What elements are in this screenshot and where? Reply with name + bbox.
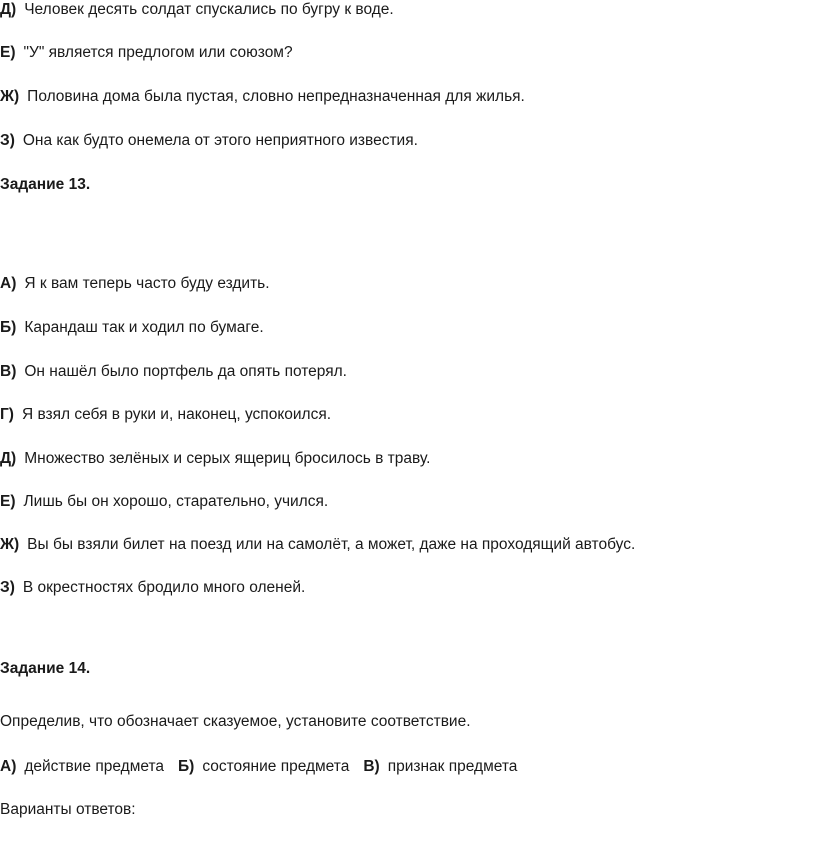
task-13-title: Задание 13. <box>0 176 91 193</box>
task-14-instruction: Определив, что обозначает сказуемое, установите соответствие. <box>0 713 471 730</box>
list-item <box>0 362 347 382</box>
list-item <box>0 131 418 151</box>
item-text: Множество зелёных и серых ящериц бросилось в траву. <box>24 450 431 467</box>
option-text: признак предмета <box>387 758 518 775</box>
list-item <box>0 449 430 469</box>
item-label: Ж) <box>0 88 20 105</box>
item-text: Он нашёл было портфель да опять потерял. <box>24 363 347 380</box>
item-label: Д) <box>0 450 17 467</box>
option-text: действие предмета <box>24 758 164 775</box>
item-text: Я к вам теперь часто буду ездить. <box>24 275 270 292</box>
option-label: Б) <box>178 758 195 775</box>
options-row <box>0 757 517 777</box>
list-item <box>0 274 270 294</box>
list-item <box>0 0 394 20</box>
item-text: Карандаш так и ходил по бумаге. <box>24 319 264 336</box>
list-item <box>0 87 525 107</box>
item-text: Я взял себя в руки и, наконец, успокоился. <box>21 406 332 423</box>
item-label: Е) <box>0 44 16 61</box>
item-label: А) <box>0 275 17 292</box>
item-text: Она как будто онемела от этого неприятного известия. <box>22 132 418 149</box>
list-item <box>0 318 264 338</box>
list-item <box>0 492 328 512</box>
task-14-title: Задание 14. <box>0 660 91 677</box>
option-text: состояние предмета <box>202 758 350 775</box>
item-label: Г) <box>0 406 14 423</box>
item-label: В) <box>0 363 17 380</box>
item-text: "У" является предлогом или союзом? <box>23 44 293 61</box>
item-text: Половина дома была пустая, словно непредназначенная для жилья. <box>27 88 525 105</box>
item-label: Д) <box>0 1 17 18</box>
list-item <box>0 43 293 63</box>
answers-label: Варианты ответов: <box>0 801 136 818</box>
item-label: Е) <box>0 493 16 510</box>
item-label: Б) <box>0 319 17 336</box>
list-item <box>0 578 305 598</box>
item-label: З) <box>0 579 15 596</box>
option-label: В) <box>363 758 380 775</box>
list-item <box>0 405 331 425</box>
item-text: Человек десять солдат спускались по бугру к воде. <box>24 1 394 18</box>
item-text: Лишь бы он хорошо, старательно, учился. <box>23 493 329 510</box>
item-text: Вы бы взяли билет на поезд или на самолёт, а может, даже на проходящий автобус. <box>27 536 636 553</box>
item-label: Ж) <box>0 536 20 553</box>
item-text: В окрестностях бродило много оленей. <box>22 579 306 596</box>
item-label: З) <box>0 132 15 149</box>
option-label: А) <box>0 758 17 775</box>
list-item <box>0 535 635 555</box>
